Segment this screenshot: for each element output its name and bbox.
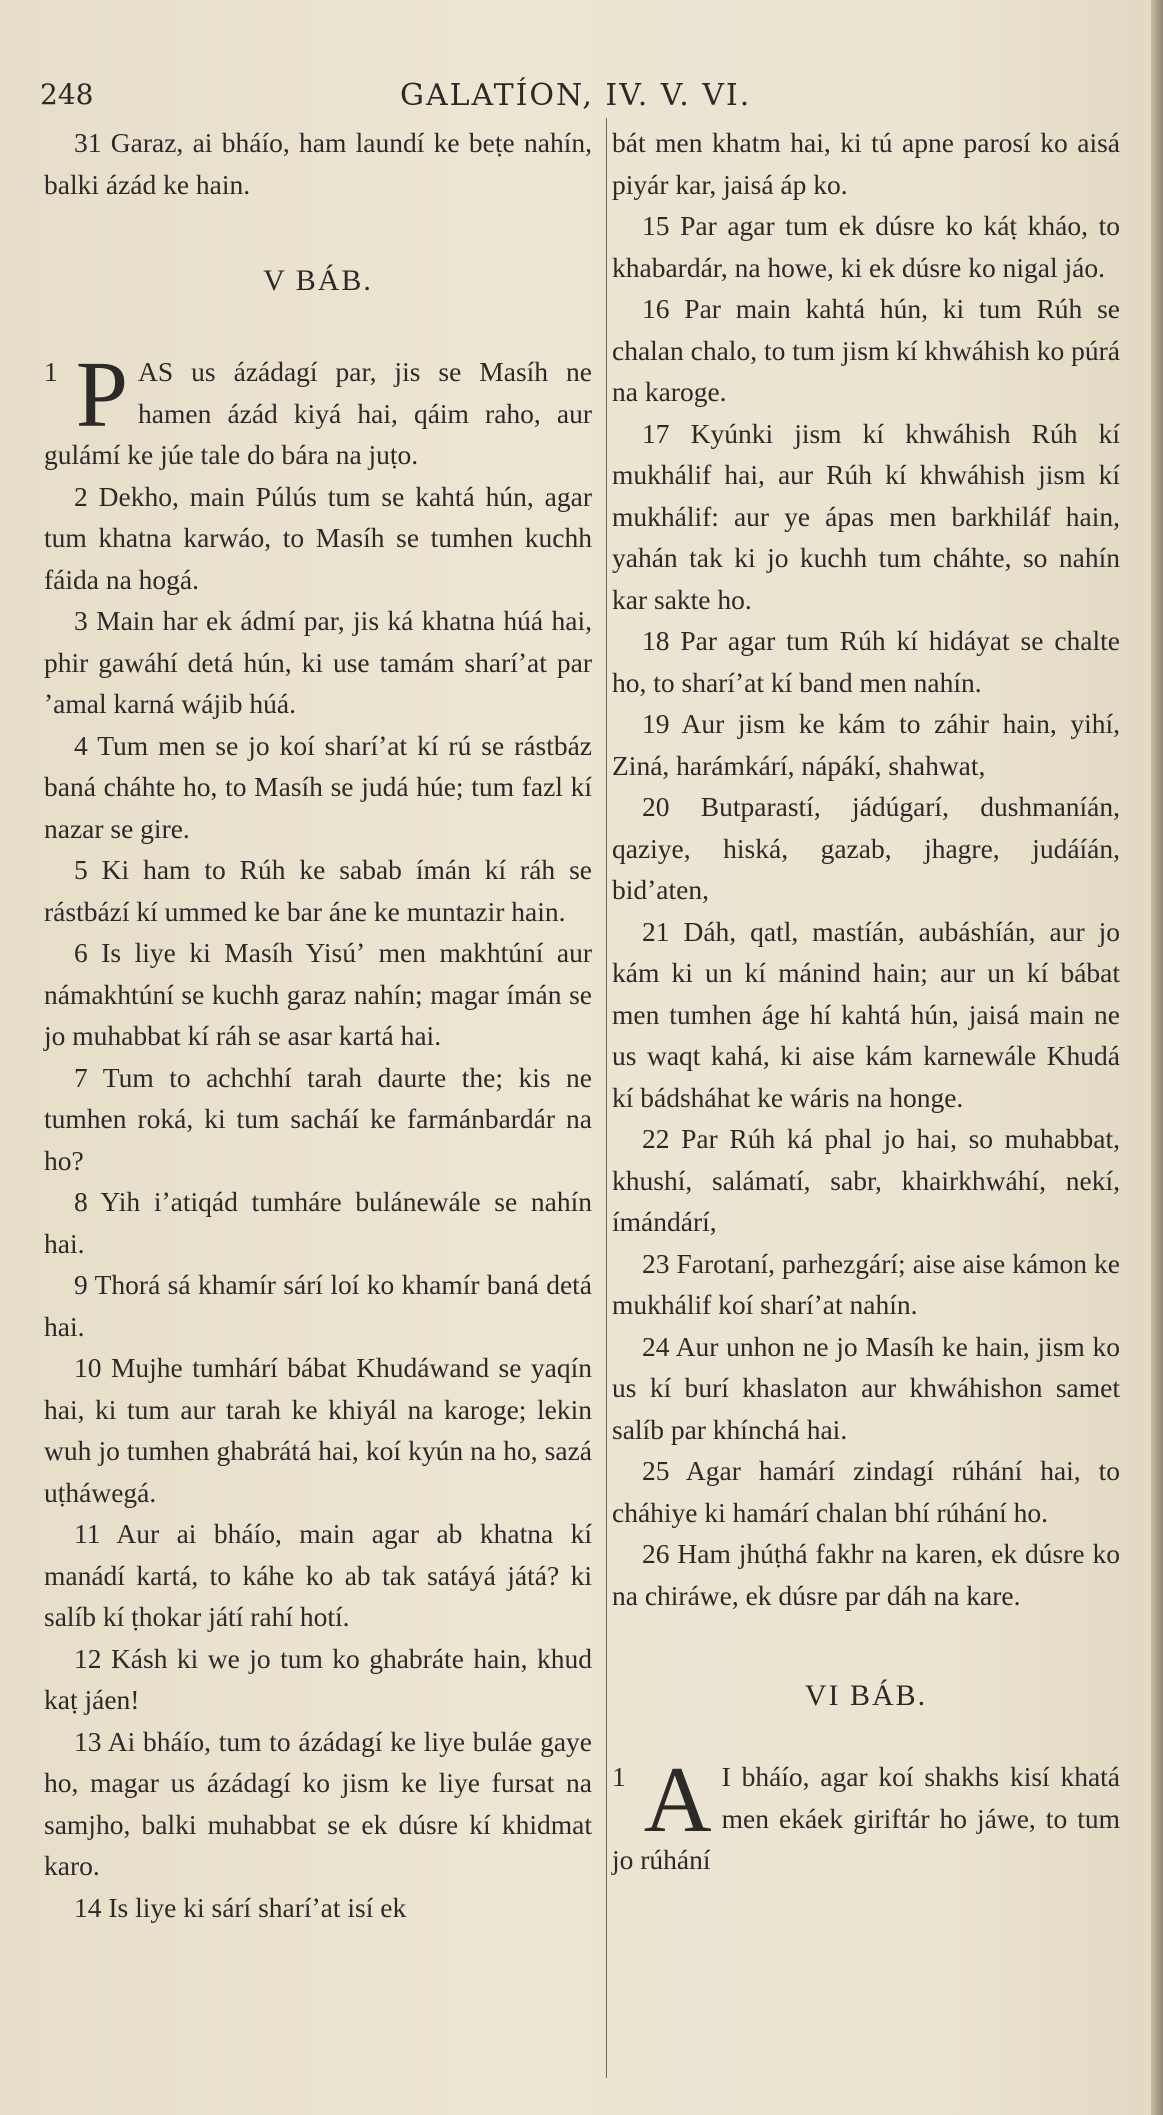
verse-5-3: 3 Main har ek ádmí par, jis ká khatna húá hai, phir gawáhí detá hún, ki use tamám sharíʼat par ʼamal karná wájib húá. (44, 605, 592, 719)
verse-5-11: 11 Aur ai bháío, main agar ab khatna kí manádí kartá, to káhe ko ab tak satáyá játá? ki salíb kí ṭhokar játí rahí hotí. (44, 1518, 592, 1632)
verse-number: 1 (44, 356, 58, 387)
left-column (44, 122, 592, 1928)
chapter-5-heading: V BÁB. (263, 264, 373, 297)
verse-5-20: 20 Butparastí, jádúgarí, dushmaníán, qaziye, hiská, gazab, jhagre, judáíán, bidʼaten, (612, 791, 1120, 905)
verse-6-1 (612, 1748, 1120, 1881)
verse-5-25: 25 Agar hamárí zindagí rúhání hai, to cháhiye ki hamárí chalan bhí rúhání ho. (612, 1455, 1120, 1528)
verse-4-31: 31 Garaz, ai bháío, ham laundí ke beṭe nahín, balki ázád ke hain. (44, 127, 592, 200)
verse-5-16: 16 Par main kahtá hún, ki tum Rúh se chalan chalo, to tum jism kí khwáhish ko púrá na karoge. (612, 293, 1120, 407)
verse-5-22: 22 Par Rúh ká phal jo hai, so muhabbat, khushí, salámatí, sabr, khairkhwáhí, nekí, ímándárí, (612, 1123, 1120, 1237)
verse-5-12: 12 Kásh ki we jo tum ko ghabráte hain, khud kaṭ jáen! (44, 1642, 592, 1715)
verse-5-21: 21 Dáh, qatl, mastíán, aubáshíán, aur jo kám ki un kí mánind hain; aur un kí bábat men tumhen áge hí kahtá hún, jaisá main ne us waqt kahá, ki aise kám karnewále Khudá kí bádsháhat ke wáris na honge. (612, 915, 1120, 1113)
verse-5-4: 4 Tum men se jo koí sharíʼat kí rú se rástbáz baná cháhte ho, to Masíh se judá húe; tum fazl kí nazar se gire. (44, 729, 592, 844)
verse-5-6: 6 Is liye ki Masíh Yisúʼ men makhtúní aur námakhtúní se kuchh garaz nahín; magar ímán se jo muhabbat kí ráh se asar kartá hai. (44, 937, 592, 1051)
verse-5-7: 7 Tum to achchhí tarah daurte the; kis ne tumhen roká, ki tum sacháí ke farmánbardár na ho? (44, 1061, 592, 1176)
verse-number: 1 (612, 1761, 626, 1792)
page-number: 248 (40, 78, 94, 111)
verse-5-13: 13 Ai bháío, tum to ázádagí ke liye buláe gaye ho, magar us ázádagí ko jism ke liye fursat na samjho, balki muhabbat se ek dúsre kí khidmat karo. (44, 1725, 592, 1881)
verse-5-17: 17 Kyúnki jism kí khwáhish Rúh kí mukhálif hai, aur Rúh kí khwáhish jism kí mukhálif: aur ye ápas men barkhiláf hain, yahán tak ki jo kuchh tum cháhte, so nahín kar sakte ho. (612, 417, 1120, 615)
verse-text: AS us ázádagí par, jis se Masíh ne hamen ázád kiyá hai, qáim raho, aur gulámí ke júe tale do bára na juṭo. (44, 356, 592, 470)
verse-5-2: 2 Dekho, main Púlús tum se kahtá hún, agar tum khatna karwáo, to Masíh se tumhen kuchh fáida na hogá. (44, 480, 592, 595)
column-divider (606, 118, 607, 2078)
running-title: GALATÍON, IV. V. VI. (400, 78, 752, 113)
verse-5-26: 26 Ham jhúṭhá fakhr na karen, ek dúsre ko na chiráwe, ek dúsre par dáh na kare. (612, 1538, 1120, 1611)
drop-cap: P (75, 343, 129, 447)
verse-5-1 (44, 343, 592, 476)
drop-cap: A (643, 1748, 712, 1852)
page-edge (1151, 0, 1163, 2115)
verse-5-23: 23 Farotaní, parhezgárí; aise aise kámon ke mukhálif koí sharíʼat nahín. (612, 1247, 1120, 1320)
verse-5-8: 8 Yih iʼatiqád tumháre bulánewále se nahín hai. (44, 1186, 592, 1259)
verse-5-18: 18 Par agar tum Rúh kí hidáyat se chalte ho, to sharíʼat kí band men nahín. (612, 625, 1120, 698)
verse-5-9: 9 Thorá sá khamír sárí loí ko khamír baná detá hai. (44, 1269, 592, 1342)
page-header (40, 78, 1120, 118)
right-column (612, 122, 1120, 1881)
verse-5-10: 10 Mujhe tumhárí bábat Khudáwand se yaqín hai, ki tum aur tarah ke khiyál na karoge; lekin wuh jo tumhen ghabrátá hai, koí kyún na ho, sazá uṭháwegá. (44, 1352, 592, 1508)
verse-5-5: 5 Ki ham to Rúh ke sabab ímán kí ráh se rástbází kí ummed ke bar áne ke muntazir hain. (44, 854, 592, 927)
verse-5-15: 15 Par agar tum ek dúsre ko káṭ kháo, to khabardár, na howe, ki ek dúsre ko nigal jáo. (612, 210, 1120, 283)
chapter-6-heading: VI BÁB. (804, 1679, 928, 1712)
verse-5-24: 24 Aur unhon ne jo Masíh ke hain, jism ko us kí burí khaslaton aur khwáhishon samet salíb par khínchá hai. (612, 1330, 1120, 1445)
verse-text: I bháío, agar koí shakhs kisí khatá men ekáek giriftár ho jáwe, to tum jo rúhání (612, 1761, 1120, 1875)
verse-5-19: 19 Aur jism ke kám to záhir hain, yihí, Ziná, harámkárí, nápákí, shahwat, (612, 708, 1120, 781)
verse-5-14: 14 Is liye ki sárí sharíʼat isí ek (74, 1891, 407, 1923)
verse-5-14-continued: bát men khatm hai, ki tú apne parosí ko aisá piyár kar, jaisá áp ko. (612, 127, 1120, 200)
